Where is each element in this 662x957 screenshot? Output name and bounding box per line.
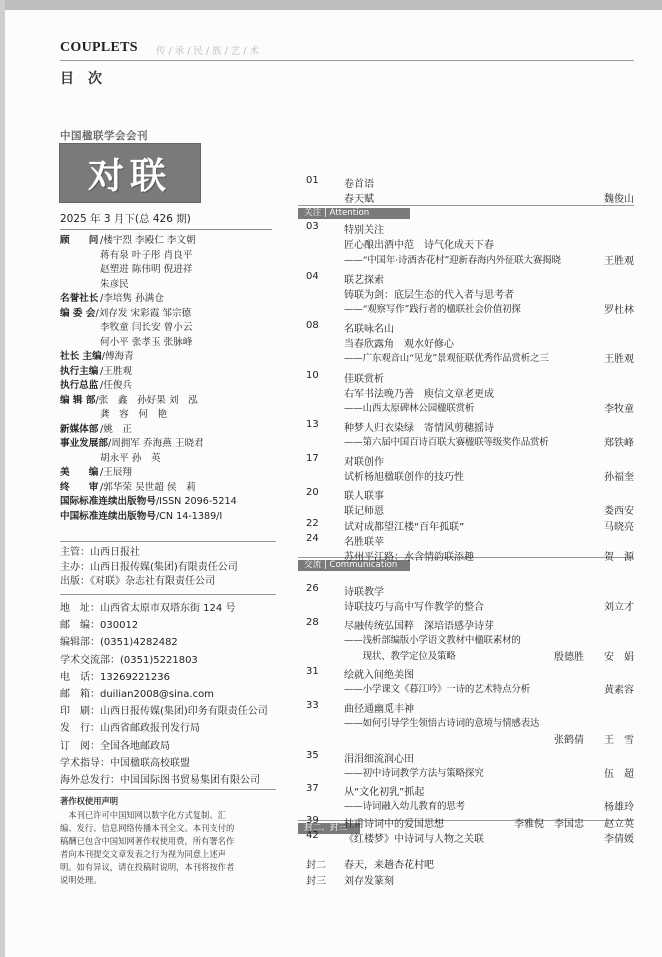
toc-title: 佳联赏析 <box>344 374 384 385</box>
rule-publisher <box>60 541 276 542</box>
toc-title: ——初中诗词教学方法与策略探究 <box>344 768 484 779</box>
toc-author: 黄素容 <box>604 685 634 696</box>
contact-line: 印 刷：山西日报传媒(集团)印务有限责任公司 <box>60 706 268 718</box>
staff-row <box>60 379 275 394</box>
toc-author: 刘立才 <box>604 602 634 613</box>
toc-page: 03 <box>306 221 319 232</box>
toc-title: ——“观察写作”践行者的楹联社会价值初探 <box>344 304 521 315</box>
toc-author: 李倩媛 <box>604 834 634 845</box>
toc-rule <box>298 205 634 206</box>
journal-logo <box>60 144 200 202</box>
toc-author: 孙福奎 <box>604 472 634 483</box>
staff-value: 蒋有泉 叶子彤 肖良平 <box>100 249 193 261</box>
toc-title: 种梦人归衣染绿 寄情风剪穗摇诗 <box>344 423 494 434</box>
toc-page: 08 <box>306 320 319 331</box>
toc-author: 杨雄玲 <box>604 802 634 813</box>
staff-label: 国际标准连续出版物号 <box>60 496 156 507</box>
staff-row <box>60 466 275 481</box>
toc-title: 名联咏名山 <box>344 324 394 335</box>
toc-page: 04 <box>306 271 319 282</box>
toc-author: 郑铁峰 <box>604 438 634 449</box>
toc-author: 张鹤倩 <box>554 735 584 746</box>
toc-page: 01 <box>306 175 319 186</box>
toc-author: 娄西安 <box>604 506 634 517</box>
staff-label: 编 委 会 <box>60 307 96 319</box>
publisher: 出版：《对联》杂志社有限责任公司 <box>60 576 215 587</box>
toc-page: 封二 <box>306 860 326 871</box>
toc-page: 13 <box>306 419 319 430</box>
toc-title: 绘就入间绝美图 <box>344 670 414 681</box>
contact-line: 订 阅：全国各地邮政局 <box>60 740 170 752</box>
toc-author: 王 雪 <box>604 735 634 746</box>
toc-author: 王胜观 <box>604 256 634 267</box>
notice-line: 稿酬已包含中国知网著作权使用费，所有署名作 <box>60 836 235 846</box>
staff-value: /傅海青 <box>101 351 134 362</box>
toc-title: 当春欣露角 观水好修心 <box>344 339 454 350</box>
journal-org: 中国楹联学会会刊 <box>60 130 148 142</box>
toc-title: ——山西太原碑林公园楹联赏析 <box>344 403 475 414</box>
notice-line: 编、发行、信息网络传播本刊全文。本刊支付的 <box>60 823 235 833</box>
scan-top-edge <box>0 0 662 10</box>
toc-title: 对联创作 <box>344 457 384 468</box>
toc-page: 20 <box>306 487 319 498</box>
toc-author: 马晓亮 <box>604 522 634 533</box>
contact-line: 邮 编：030012 <box>60 620 139 632</box>
staff-value: /ISSN 2096-5214 <box>155 496 237 507</box>
toc-author: 魏俊山 <box>604 194 634 205</box>
section-covers: 封二、封三 <box>298 823 360 834</box>
staff-row <box>60 350 275 365</box>
toc-page: 24 <box>306 533 319 544</box>
toc-title: 匠心酿出酒中范 诗气化成天下春 <box>344 240 494 251</box>
staff-row <box>60 423 275 438</box>
toc-page: 22 <box>306 518 319 529</box>
toc-title: 杜甫诗词中的爱国思想 <box>344 819 444 830</box>
staff-value: /刘存发 宋彩霞 邹宗德 <box>95 307 192 319</box>
toc-page: 39 <box>306 815 319 826</box>
staff-row <box>60 292 275 307</box>
section-attention: 关注 | Attention <box>298 208 410 219</box>
toc-title: ——“中国年·诗酒杏花村”迎新春海内外征联大赛揭晓 <box>344 255 561 266</box>
notice-line: 明。如有异议，请在投稿时说明，本刊将按作者 <box>60 862 235 872</box>
toc-page: 33 <box>306 700 319 711</box>
toc-title: 试对成都望江楼“百年孤联” <box>344 522 465 533</box>
contact-info <box>60 600 285 789</box>
staff-value: 何小平 张孝玉 张脉峰 <box>100 336 193 348</box>
staff-label: 执行主编 <box>60 365 99 377</box>
toc-author: 殷德胜 <box>554 652 584 663</box>
toc-title: 刘存发篆刻 <box>344 876 394 887</box>
staff-label: 顾 问 <box>60 235 99 246</box>
toc-title: 试析杨旭楹联创作的技巧性 <box>344 472 464 483</box>
scan-left-edge <box>0 0 5 957</box>
section-communication: 交流 | Communication <box>298 560 410 571</box>
staff-value: 龚 容 何 艳 <box>100 409 168 420</box>
brand-motto: 传/承/民/族/艺/术 <box>156 46 263 57</box>
notice-line: 者向本刊提交文章发表之行为视为同意上述声 <box>60 849 226 859</box>
toc-title: 右军书法晚乃善 庾信文章老更成 <box>344 389 494 400</box>
staff-label: 执行总监 <box>60 380 99 391</box>
staff-label: 名誉社长 <box>60 293 99 304</box>
toc-author: 李牧童 <box>604 404 634 415</box>
contact-line: 邮 箱：duilian2008@sina.com <box>60 689 214 701</box>
staff-label: 新媒体部 <box>60 423 99 435</box>
staff-value: /李培隽 孙满仓 <box>100 293 164 304</box>
toc-page: 31 <box>306 666 319 677</box>
toc-page: 42 <box>306 830 319 841</box>
toc-page: 26 <box>306 583 319 594</box>
issue-rule <box>60 229 272 230</box>
toc-author: 罗杜林 <box>604 305 634 316</box>
staff-row <box>60 510 275 525</box>
notice-line: 说明处理。 <box>60 875 102 885</box>
toc-title: 铸联为剑：底层生态的代入者与思考者 <box>344 290 514 301</box>
staff-value: 李牧童 闫长安 曾小云 <box>100 322 193 333</box>
toc-title: 诗联技巧与高中写作教学的整合 <box>344 602 484 613</box>
contact-line: 学术指导：中国楹联高校联盟 <box>60 757 190 769</box>
toc-author: 贺 源 <box>604 552 634 563</box>
toc-title: 名胜联苹 <box>344 537 384 548</box>
staff-value: /CN 14-1389/I <box>155 510 223 522</box>
staff-row <box>60 249 275 264</box>
staff-row <box>60 452 275 467</box>
staff-row <box>60 365 275 380</box>
rule-notice <box>60 789 276 790</box>
toc-page: 10 <box>306 370 319 381</box>
journal-name: 对联 <box>87 154 172 197</box>
contact-line: 电 话：13269221236 <box>60 671 170 683</box>
toc-title: 从“文化初乳”抓起 <box>344 787 425 798</box>
rule-contact <box>60 594 276 595</box>
staff-label: 中国标准连续出版物号 <box>60 510 156 522</box>
staff-row <box>60 408 275 423</box>
toc-title: ——第六届中国百诗百联大赛楹联等级奖作品赏析 <box>344 437 549 448</box>
toc-title: ——小学课文《暮江吟》一诗的艺术特点分析 <box>344 684 531 695</box>
toc-title: 联人联事 <box>344 491 384 502</box>
staff-row <box>60 263 275 278</box>
staff-row <box>60 481 275 496</box>
staff-list <box>60 234 275 524</box>
toc-title: ——浅析部编版小学语文教材中楹联素材的 <box>344 635 521 646</box>
copyright-notice <box>60 795 280 887</box>
publisher-info <box>60 546 280 590</box>
contact-line: 海外总发行：中国国际图书贸易集团有限公司 <box>60 775 260 787</box>
staff-value: 胡永平 孙 英 <box>100 452 161 464</box>
toc-title: 现状、教学定位及策略 <box>344 651 456 662</box>
staff-row <box>60 234 275 249</box>
toc-title: 涓涓细流润心田 <box>344 754 414 765</box>
toc-title: ——如何引导学生领悟古诗词的意境与情感表达 <box>344 718 540 729</box>
staff-value: /姚 正 <box>100 423 133 435</box>
toc-page: 17 <box>306 453 319 464</box>
toc-page: 35 <box>306 750 319 761</box>
staff-row <box>60 307 275 322</box>
toc-title: 曲径通幽觅丰神 <box>344 704 414 715</box>
staff-label: 终 审 <box>60 481 99 493</box>
staff-value: 赵塑进 陈伟明 倪进祥 <box>100 264 193 275</box>
staff-row <box>60 336 275 351</box>
host: 主管：山西日报社 <box>60 547 140 558</box>
toc-author: 赵立英 <box>604 819 634 830</box>
toc-author: 李雅倪 李国忠 <box>514 819 584 830</box>
toc-author: 伍 超 <box>604 769 634 780</box>
staff-label: 美 编 <box>60 467 99 478</box>
staff-row <box>60 495 275 510</box>
toc-title: 尽融传统弘国粹 深培语感孕诗芽 <box>344 621 494 632</box>
staff-value: /张 鑫 孙好果 刘 泓 <box>95 394 198 406</box>
toc-page: 37 <box>306 783 319 794</box>
contact-line: 学术交流部：(0351)5221803 <box>60 654 198 666</box>
toc-title: 卷首语 <box>344 179 374 190</box>
toc-title: 诗联教学 <box>344 587 384 598</box>
toc-title: ——广东观音山“见龙”景观征联优秀作品赏析之三 <box>344 353 549 364</box>
staff-row <box>60 321 275 336</box>
staff-label: 事业发展部 <box>60 438 108 449</box>
toc-page: 28 <box>306 617 319 628</box>
toc-title: 联艺探索 <box>344 275 384 286</box>
toc-author: 安 娟 <box>604 652 634 663</box>
notice-title: 著作权使用声明 <box>60 796 119 806</box>
contact-line: 地 址：山西省太原市双塔东街 124 号 <box>60 603 236 614</box>
staff-value: 朱彦民 <box>100 278 129 290</box>
staff-row <box>60 278 275 293</box>
toc-title: 《红楼梦》中诗词与人物之关联 <box>344 834 484 845</box>
toc-title: 苏州平江路：水含情韵联添趣 <box>344 552 474 563</box>
contact-line: 发 行：山西省邮政报刊发行局 <box>60 723 200 735</box>
toc-author: 王胜观 <box>604 354 634 365</box>
brand-name: COUPLETS <box>60 40 138 55</box>
toc-title: 联记师恩 <box>344 506 384 517</box>
sponsor: 主办：山西日报传媒(集团)有限责任公司 <box>60 561 238 573</box>
staff-value: /任俊兵 <box>100 380 133 391</box>
notice-line: 本刊已许可中国知网以数字化方式复制、汇 <box>60 810 226 820</box>
staff-label: 编 辑 部 <box>60 394 96 406</box>
staff-label: 社长 主编 <box>60 351 102 362</box>
staff-value: /王胜观 <box>100 365 133 377</box>
staff-value: /王辰翔 <box>100 467 133 478</box>
staff-value: /周拥军 乔海燕 王晓君 <box>107 438 204 449</box>
toc-page: 封三 <box>306 876 326 887</box>
toc-title: 特别关注 <box>344 225 384 236</box>
staff-value: /楼宇烈 李殿仁 李文朝 <box>100 235 196 246</box>
toc-title: ——诗词融入幼儿教育的思考 <box>344 801 465 812</box>
toc-heading: 目次 <box>60 71 116 87</box>
staff-row <box>60 437 275 452</box>
issue-line: 2025 年 3 月下(总 426 期) <box>60 213 191 225</box>
toc-title: 春天赋 <box>344 194 374 205</box>
staff-value: /郭华荣 吴世超 侯 莉 <box>100 481 196 493</box>
header-rule <box>60 60 634 61</box>
contact-line: 编辑部：(0351)4282482 <box>60 637 178 649</box>
staff-row <box>60 394 275 409</box>
toc-title: 春天，来趟杏花村吧 <box>344 860 434 871</box>
